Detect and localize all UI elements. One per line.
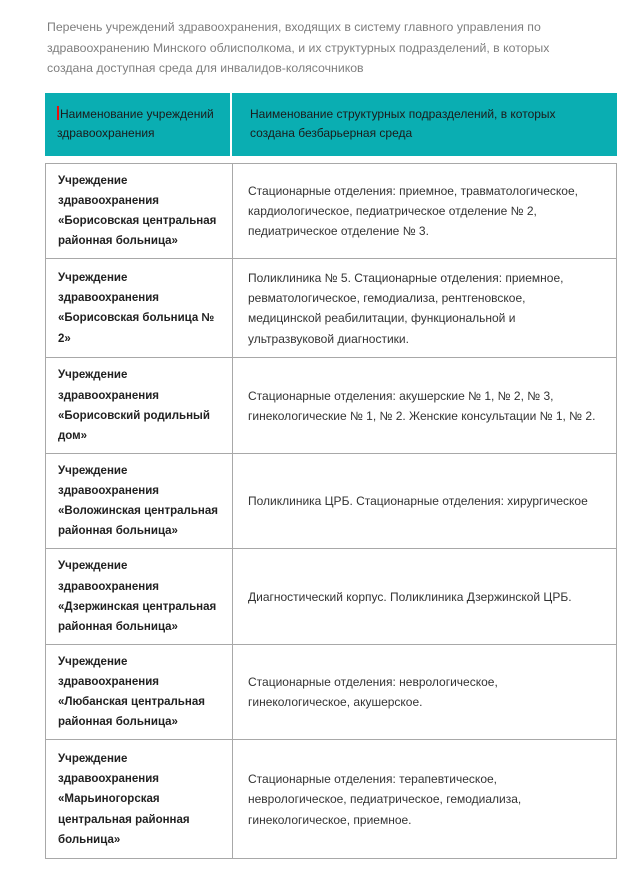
institution-cell: Учреждение здравоохранения «Дзержинская центральная районная больница» <box>46 549 233 645</box>
table-row <box>46 549 617 645</box>
header-label-departments: Наименование структурных подразделений, в которых создана безбарьерная среда <box>250 107 556 141</box>
document-title: Перечень учреждений здравоохранения, входящих в систему главного управления по здравоохранению Минского облисполкома, и их структурных подразделений, в которых создана доступная среда для инвалидов-колясочников <box>47 20 550 76</box>
departments-cell: Стационарные отделения: приемное, травматологическое, кардиологическое, педиатрическое отделение № 2, педиатрическое отделение № 3. <box>233 163 617 259</box>
healthcare-table <box>45 93 617 860</box>
header-cell-institutions <box>45 93 232 156</box>
departments-cell: Стационарные отделения: акушерские № 1, № 2, № 3, гинекологические № 1, № 2. Женские консультации № 1, № 2. <box>233 358 617 454</box>
table-body <box>45 163 617 860</box>
departments-cell: Диагностический корпус. Поликлиника Дзержинской ЦРБ. <box>233 549 617 645</box>
text-cursor <box>57 106 59 120</box>
institution-cell: Учреждение здравоохранения «Воложинская центральная районная больница» <box>46 453 233 549</box>
table-row <box>46 644 617 740</box>
departments-cell: Стационарные отделения: неврологическое, гинекологическое, акушерское. <box>233 644 617 740</box>
header-cell-departments <box>232 93 617 156</box>
institution-cell: Учреждение здравоохранения «Любанская центральная районная больница» <box>46 644 233 740</box>
table-row <box>46 740 617 859</box>
institution-cell: Учреждение здравоохранения «Борисовская больница № 2» <box>46 259 233 358</box>
departments-cell: Стационарные отделения: терапевтическое, неврологическое, педиатрическое, гемодиализа, гинекологическое, приемное. <box>233 740 617 859</box>
institution-cell: Учреждение здравоохранения «Борисовская центральная районная больница» <box>46 163 233 259</box>
table-row <box>46 259 617 358</box>
table-header-row <box>45 93 617 156</box>
table-row <box>46 453 617 549</box>
institution-cell: Учреждение здравоохранения «Борисовский родильный дом» <box>46 358 233 454</box>
departments-cell: Поликлиника ЦРБ. Стационарные отделения: хирургическое <box>233 453 617 549</box>
table-row <box>46 358 617 454</box>
departments-cell: Поликлиника № 5. Стационарные отделения: приемное, ревматологическое, гемодиализа, рентгеновское, медицинской реабилитации, функциональной и ультразвуковой диагностики. <box>233 259 617 358</box>
institution-cell: Учреждение здравоохранения «Марьиногорская центральная районная больница» <box>46 740 233 859</box>
header-label-institutions: Наименование учреждений здравоохранения <box>57 107 214 141</box>
table-row <box>46 163 617 259</box>
